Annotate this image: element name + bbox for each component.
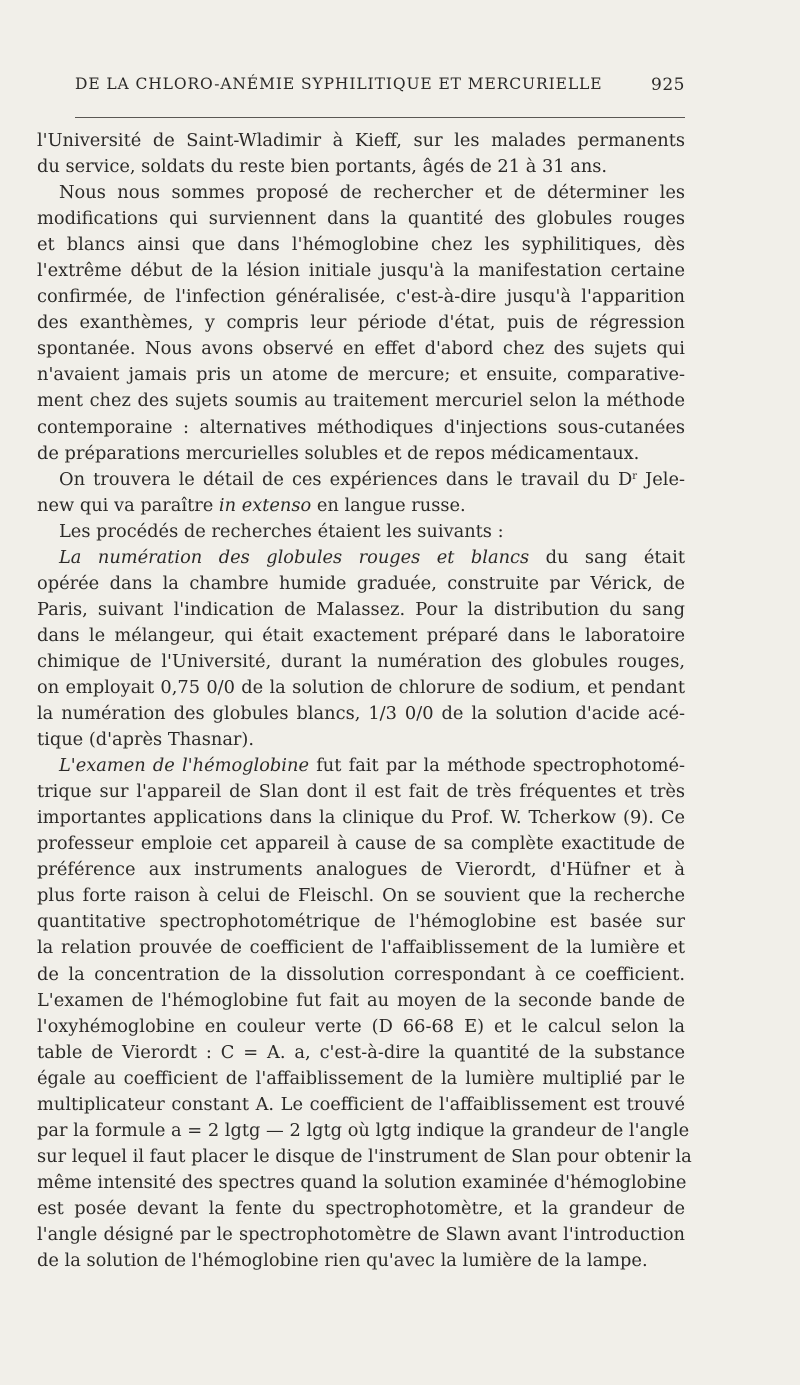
text-line (37, 909, 685, 935)
text-segment: de la concentration de la dissolution correspondant à ce coefficient. (37, 963, 685, 985)
text-line (37, 779, 685, 805)
text-segment: L'examen de l'hémoglobine fut fait au moyen de la seconde bande de (37, 989, 685, 1011)
text-line (37, 1222, 685, 1248)
body-text (37, 128, 692, 1274)
text-segment: de la solution de l'hémoglobine rien qu'avec la lumière de la lampe. (37, 1250, 648, 1272)
text-segment: en langue russe. (311, 494, 466, 516)
text-line (37, 493, 685, 519)
page-number: 925 (651, 75, 685, 95)
text-segment: contemporaine : alternatives méthodiques d'injections sous-cutanées (37, 416, 685, 438)
text-segment: de préparations mercurielles solubles et de repos médicamentaux. (37, 442, 640, 464)
text-line (37, 1092, 685, 1118)
text-line (37, 388, 685, 414)
text-segment: l'angle désigné par le spectrophotomètre de Slawn avant l'introduction (37, 1223, 685, 1245)
text-line (37, 1170, 685, 1196)
text-line (37, 415, 685, 441)
text-line (37, 727, 685, 753)
text-segment: opérée dans la chambre humide graduée, construite par Vérick, de (37, 572, 685, 594)
text-segment: fut fait par la méthode spectrophotomé- (308, 755, 686, 777)
text-line (37, 206, 685, 232)
text-segment: Les procédés de recherches étaient les suivants : (59, 520, 504, 542)
running-title: DE LA CHLORO-ANÉMIE SYPHILITIQUE ET MERCURIELLE (75, 75, 603, 93)
text-segment: table de Vierordt : C = A. a, c'est-à-dire la quantité de la substance (37, 1041, 685, 1063)
text-segment: importantes applications dans la clinique du Prof. W. Tcherkow (9). Ce (37, 807, 685, 829)
text-line (37, 1014, 685, 1040)
text-segment: modifications qui surviennent dans la quantité des globules rouges (37, 208, 685, 230)
text-segment: l'oxyhémoglobine en couleur verte (D 66-68 E) et le calcul selon la (37, 1015, 685, 1037)
text-line (37, 753, 685, 779)
text-line (37, 336, 685, 362)
text-line (37, 1040, 685, 1066)
text-segment: chimique de l'Université, durant la numération des globules rouges, (37, 650, 685, 672)
text-segment: du service, soldats du reste bien portants, âgés de 21 à 31 ans. (37, 156, 608, 178)
text-segment: sur lequel il faut placer le disque de l'instrument de Slan pour obtenir la (37, 1145, 692, 1167)
italic-text: in extenso (218, 494, 312, 516)
text-segment: new qui va paraître (37, 494, 219, 516)
text-segment: confirmée, de l'infection généralisée, c'est-à-dire jusqu'à l'apparition (37, 286, 685, 308)
italic-text: La numération des globules rouges et blancs (59, 546, 530, 568)
text-line (37, 128, 685, 154)
text-segment: professeur emploie cet appareil à cause de sa complète exactitude de (37, 833, 685, 855)
text-line (37, 1196, 685, 1222)
text-segment: quantitative spectrophotométrique de l'hémoglobine est basée sur (37, 911, 685, 933)
text-segment: multiplicateur constant A. Le coefficient de l'affaiblissement est trouvé (37, 1093, 685, 1115)
text-segment: la relation prouvée de coefficient de l'affaiblissement de la lumière et (37, 937, 685, 959)
text-line (37, 519, 685, 545)
text-segment: même intensité des spectres quand la solution examinée d'hémoglobine (37, 1171, 687, 1193)
text-segment: on employait 0,75 0/0 de la solution de chlorure de sodium, et pendant (37, 676, 685, 698)
text-line (37, 545, 685, 571)
text-line (37, 1066, 685, 1092)
text-line (37, 831, 685, 857)
text-line (37, 857, 685, 883)
text-segment: égale au coefficient de l'affaiblissement de la lumière multiplié par le (37, 1067, 685, 1089)
text-line (37, 571, 685, 597)
text-line (37, 805, 685, 831)
text-segment: ment chez des sujets soumis au traitement mercuriel selon la méthode (37, 390, 685, 412)
text-segment: par la formule a = 2 lgtg — 2 lgtg où lgtg indique la grandeur de l'angle (37, 1119, 690, 1141)
text-line (37, 467, 685, 493)
text-line (37, 310, 685, 336)
text-segment: l'Université de Saint-Wladimir à Kieff, sur les malades permanents (37, 130, 685, 151)
text-line (37, 597, 685, 623)
text-line (37, 362, 685, 388)
text-line (37, 1248, 685, 1274)
text-line (37, 675, 685, 701)
text-segment: des exanthèmes, y compris leur période d'état, puis de régression (37, 312, 685, 334)
text-line (37, 232, 685, 258)
text-line (37, 1144, 692, 1170)
text-segment: On trouvera le détail de ces expériences dans le travail du D (59, 468, 633, 490)
header-rule (75, 117, 685, 118)
text-segment: tique (d'après Thasnar). (37, 729, 255, 751)
text-line (37, 649, 685, 675)
text-segment: et blancs ainsi que dans l'hémoglobine chez les syphilitiques, dès (37, 234, 685, 256)
text-segment: spontanée. Nous avons observé en effet d'abord chez des sujets qui (37, 338, 685, 360)
italic-text: L'examen de l'hémoglobine (59, 755, 309, 777)
text-segment: Nous nous sommes proposé de rechercher et de déterminer les (59, 182, 685, 204)
text-line (37, 441, 685, 467)
text-segment: trique sur l'appareil de Slan dont il est fait de très fréquentes et très (37, 781, 685, 803)
text-segment: dans le mélangeur, qui était exactement préparé dans le laboratoire (37, 624, 685, 646)
text-line (37, 988, 685, 1014)
text-line (37, 623, 685, 649)
text-segment: Paris, suivant l'indication de Malassez. Pour la distribution du sang (37, 598, 685, 620)
text-line (37, 284, 685, 310)
text-line (37, 962, 685, 988)
text-segment: Jele- (637, 468, 685, 490)
text-line (37, 701, 685, 727)
text-line (37, 180, 685, 206)
text-segment: du sang était (529, 546, 685, 568)
text-line (37, 154, 685, 180)
superscript: r (632, 470, 638, 482)
text-segment: est posée devant la fente du spectrophotomètre, et la grandeur de (37, 1197, 685, 1219)
text-segment: la numération des globules blancs, 1/3 0/0 de la solution d'acide acé- (37, 703, 685, 725)
text-line (37, 1118, 690, 1144)
text-line (37, 935, 685, 961)
text-segment: n'avaient jamais pris un atome de mercure; et ensuite, comparative- (37, 364, 685, 386)
text-line (37, 883, 685, 909)
text-segment: plus forte raison à celui de Fleischl. On se souvient que la recherche (37, 885, 685, 907)
text-line (37, 258, 685, 284)
text-segment: préférence aux instruments analogues de Vierordt, d'Hüfner et à (37, 859, 685, 881)
text-segment: l'extrême début de la lésion initiale jusqu'à la manifestation certaine (37, 260, 685, 282)
running-head (75, 75, 685, 101)
